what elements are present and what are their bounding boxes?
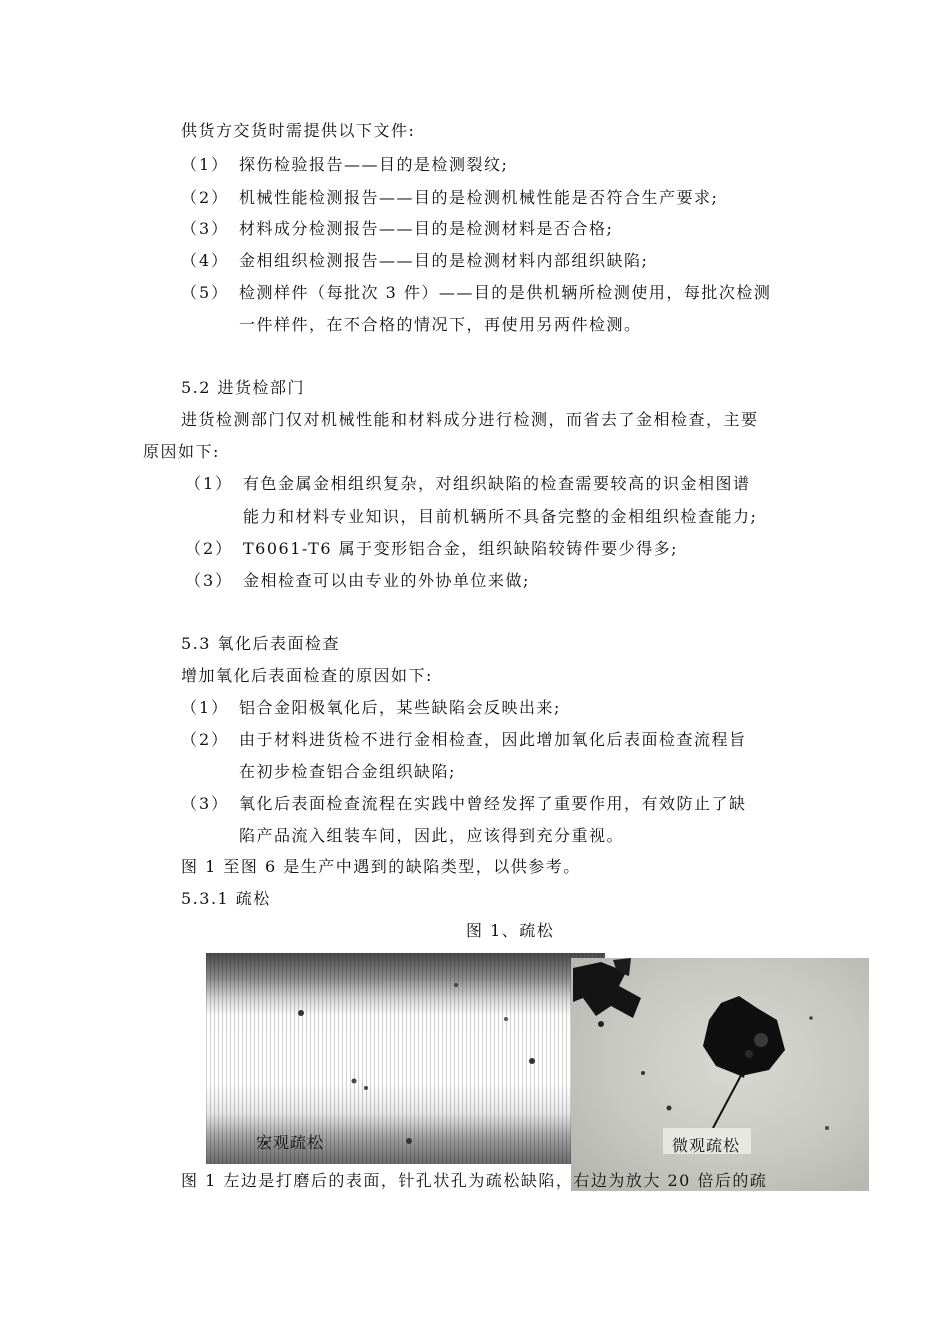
list-text: 材料成分检测报告——目的是检测材料是否合格; xyxy=(239,219,614,238)
list-item-continuation: 在初步检查铝合金组织缺陷; xyxy=(239,762,456,781)
pore xyxy=(598,1021,604,1027)
paragraph-line: 增加氧化后表面检查的原因如下: xyxy=(181,666,433,685)
pore xyxy=(454,983,458,987)
macro-porosity-photo xyxy=(206,953,605,1164)
pore xyxy=(406,1138,412,1144)
pore xyxy=(352,1079,357,1084)
subsection-heading: 5.3.1 疏松 xyxy=(181,889,271,908)
list-text: T6061-T6 属于变形铝合金，组织缺陷较铸件要少得多; xyxy=(243,539,679,558)
list-text: 探伤检验报告——目的是检测裂纹; xyxy=(239,155,509,174)
pore xyxy=(504,1017,508,1021)
list-text: 氧化后表面检查流程在实践中曾经发挥了重要作用，有效防止了缺 xyxy=(239,794,747,813)
list-item xyxy=(181,219,613,239)
list-text: 检测样件（每批次 3 件）——目的是供机辆所检测使用，每批次检测 xyxy=(239,283,772,302)
section-heading: 5.2 进货检部门 xyxy=(181,378,306,397)
pore xyxy=(529,1058,535,1064)
list-number: （1） xyxy=(181,698,230,717)
list-item xyxy=(181,794,747,814)
pore xyxy=(667,1106,672,1111)
micro-porosity-photo xyxy=(571,958,869,1191)
micro-defect-drawing xyxy=(571,958,869,1191)
list-number: （3） xyxy=(181,219,230,238)
list-text: 机械性能检测报告——目的是检测机械性能是否符合生产要求; xyxy=(239,188,719,207)
pore xyxy=(825,1126,829,1130)
list-item xyxy=(185,474,751,494)
list-text: 金相组织检测报告——目的是检测材料内部组织缺陷; xyxy=(239,251,649,270)
section-heading: 5.3 氧化后表面检查 xyxy=(181,634,341,653)
paragraph-line: 原因如下: xyxy=(143,442,220,461)
list-number: （1） xyxy=(181,155,230,174)
list-text: 由于材料进货检不进行金相检查，因此增加氧化后表面检查流程旨 xyxy=(239,730,747,749)
list-number: （2） xyxy=(181,730,230,749)
list-number: （4） xyxy=(181,251,230,270)
list-item xyxy=(181,698,561,718)
list-item-continuation: 陷产品流入组装车间，因此，应该得到充分重视。 xyxy=(239,826,625,845)
list-item xyxy=(185,571,530,591)
list-number: （3） xyxy=(185,571,234,590)
list-item-continuation: 能力和材料专业知识，目前机辆所不具备完整的金相组织检查能力; xyxy=(243,507,758,526)
list-number: （1） xyxy=(185,474,234,493)
list-item xyxy=(181,251,648,271)
pore xyxy=(809,1016,813,1020)
pore xyxy=(298,1010,304,1016)
figure-title: 图 1、疏松 xyxy=(466,921,555,940)
list-item-continuation: 一件样件，在不合格的情况下，再使用另两件检测。 xyxy=(239,315,642,334)
pore xyxy=(641,1071,645,1075)
paragraph-line: 进货检测部门仅对机械性能和材料成分进行检测，而省去了金相检查，主要 xyxy=(181,410,759,429)
paragraph-line: 图 1 左边是打磨后的表面，针孔状孔为疏松缺陷，右边为放大 20 倍后的疏 xyxy=(181,1171,768,1190)
list-item xyxy=(181,155,508,175)
list-item xyxy=(181,283,771,303)
list-text: 铝合金阳极氧化后，某些缺陷会反映出来; xyxy=(239,698,561,717)
list-item xyxy=(181,188,718,208)
list-number: （2） xyxy=(185,539,234,558)
list-item xyxy=(181,730,747,750)
macro-caption: 宏观疏松 xyxy=(256,1133,325,1152)
micro-caption: 微观疏松 xyxy=(672,1136,741,1155)
list-item xyxy=(185,539,678,559)
list-number: （5） xyxy=(181,283,230,302)
list-text: 有色金属金相组织复杂，对组织缺陷的检查需要较高的识金相图谱 xyxy=(243,474,751,493)
pore xyxy=(754,1033,768,1047)
pore xyxy=(745,1050,753,1058)
paragraph-line: 图 1 至图 6 是生产中遇到的缺陷类型，以供参考。 xyxy=(181,857,581,876)
porosity-cavity xyxy=(703,996,785,1076)
list-text: 金相检查可以由专业的外协单位来做; xyxy=(243,571,530,590)
list-number: （3） xyxy=(181,794,230,813)
list-number: （2） xyxy=(181,188,230,207)
defect-dark-area xyxy=(573,962,641,1018)
pore xyxy=(364,1086,368,1090)
intro-text: 供货方交货时需提供以下文件: xyxy=(181,121,416,140)
